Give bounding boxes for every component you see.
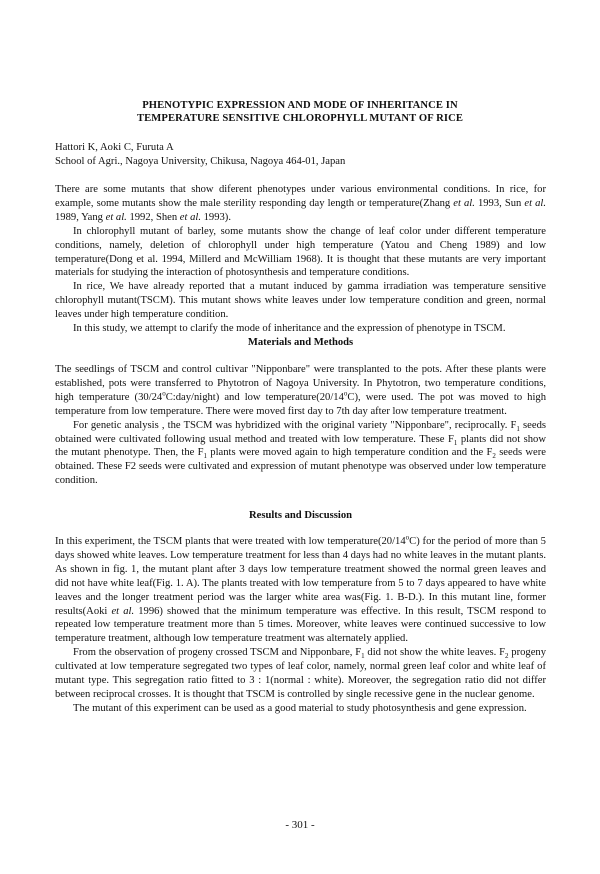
- title-line-1: PHENOTYPIC EXPRESSION AND MODE OF INHERITANCE IN: [142, 100, 458, 111]
- affiliation: School of Agri., Nagoya University, Chikusa, Nagoya 464-01, Japan: [55, 156, 346, 167]
- paper-title: [60, 99, 540, 125]
- intro-paragraph-1: There are some mutants that show diferent phenotypes under various environmental conditions. In rice, for example, some mutants show the male sterility responding day length or temperature(Zhang et al. 1993, Sun et al. 1989, Yang et al. 1992, Shen et al. 1993).: [55, 184, 547, 223]
- results-paragraph-2: From the observation of progeny crossed TSCM and Nipponbare, $F_1$ did not show the white leaves. $F_2$ progeny cultivated at low temperature segregated two types of leaf color, namely, normal green leaf color and white leaf of mutant type. This segregation ratio fitted to 3 : 1(normal : white). Moreover, the segregation ratio did not differ between reciprocal crosses. It is thought that TSCM is controlled by single recessive gene in the nuclear genome.: [55, 647, 546, 700]
- methods-paragraph-2: For genetic analysis , the TSCM was hybridized with the original variety "Nipponbare", reciprocally. $F_1$ seeds obtained were cultivated following usual method and treated with low temperature. These $F_1$ plants did not show the mutant phenotype. Then, the $F_1$ plants were moved again to high temperature condition and the $F_2$ seeds were obtained. These F2 seeds were cultivated and expression of mutant phenotype was observed under low temperature condition.: [55, 419, 546, 487]
- title-line-2: TEMPERATURE SENSITIVE CHLOROPHYLL MUTANT OF RICE: [136, 113, 464, 124]
- authors: Hattori K, Aoki C, Furuta A: [55, 142, 174, 153]
- methods-paragraph-1: The seedlings of TSCM and control cultivar "Nipponbare" were transplanted to the pots. After these plants were established, pots were transferred to Phytotron of Nagoya University. In Phytotron, two temperature conditions, high temperature (30/24$^o$C:day/night) and low temperature(20/14$^o$C), were used. The pot was moved to high temperature from low temperature. There were moved first day to 7th day after low temperature treatment.: [55, 364, 547, 417]
- results-heading: Results and Discussion: [248, 510, 353, 521]
- intro-paragraph-4: In this study, we attempt to clarify the mode of inheritance and the expression of phenotype in TSCM.: [73, 323, 506, 335]
- results-paragraph-1: In this experiment, the TSCM plants that were treated with low temperature(20/14$^o$C) for the period of more than 5 days showed white leaves. Low temperature treatment for less than 4 days had no white leaves in the mutant plants. As shown in fig. 1, the mutant plant after 3 days low temperature treatment showed the normal green leaves and did not have white leaf(Fig. 1. A). The plants treated with low temperature from 5 to 7 days appeared to have white leaves and the longer treatment period was the larger white area was(Fig. 1. B-D.). In this mutant line, former results(Aoki et al. 1996) showed that the minimum temperature was effective. In this result, TSCM respond to repeated low temperature treatment more than 5 times. Moreover, white leaves were continued successive to low temperature treatment, although low temperature treatment was alternately applied.: [55, 533, 546, 645]
- results-paragraph-3: The mutant of this experiment can be used as a good material to study photosynthesis and gene expression.: [73, 702, 527, 714]
- introduction: [55, 183, 546, 336]
- page-number: - 301 -: [285, 819, 315, 831]
- materials-and-methods: [55, 363, 546, 488]
- intro-paragraph-2: In chlorophyll mutant of barley, some mutants show the change of leaf color under different temperature conditions, namely, deletion of chlorophyll under high temperature (Yatou and Cheng 1989) and low temperature(Dong et al. 1994, Millerd and McWilliam 1968). It is thought that these mutants are very important materials for studying the interaction of photosynthesis and temperature conditions.: [55, 225, 546, 279]
- results-and-discussion: [55, 535, 546, 716]
- intro-paragraph-3: In rice, We have already reported that a mutant induced by gamma irradiation was temperature sensitive chlorophyll mutant(TSCM). This mutant shows white leaves under low temperature condition and green, normal leaves under high temperature condition.: [55, 281, 546, 321]
- methods-heading: Materials and Methods: [247, 337, 354, 348]
